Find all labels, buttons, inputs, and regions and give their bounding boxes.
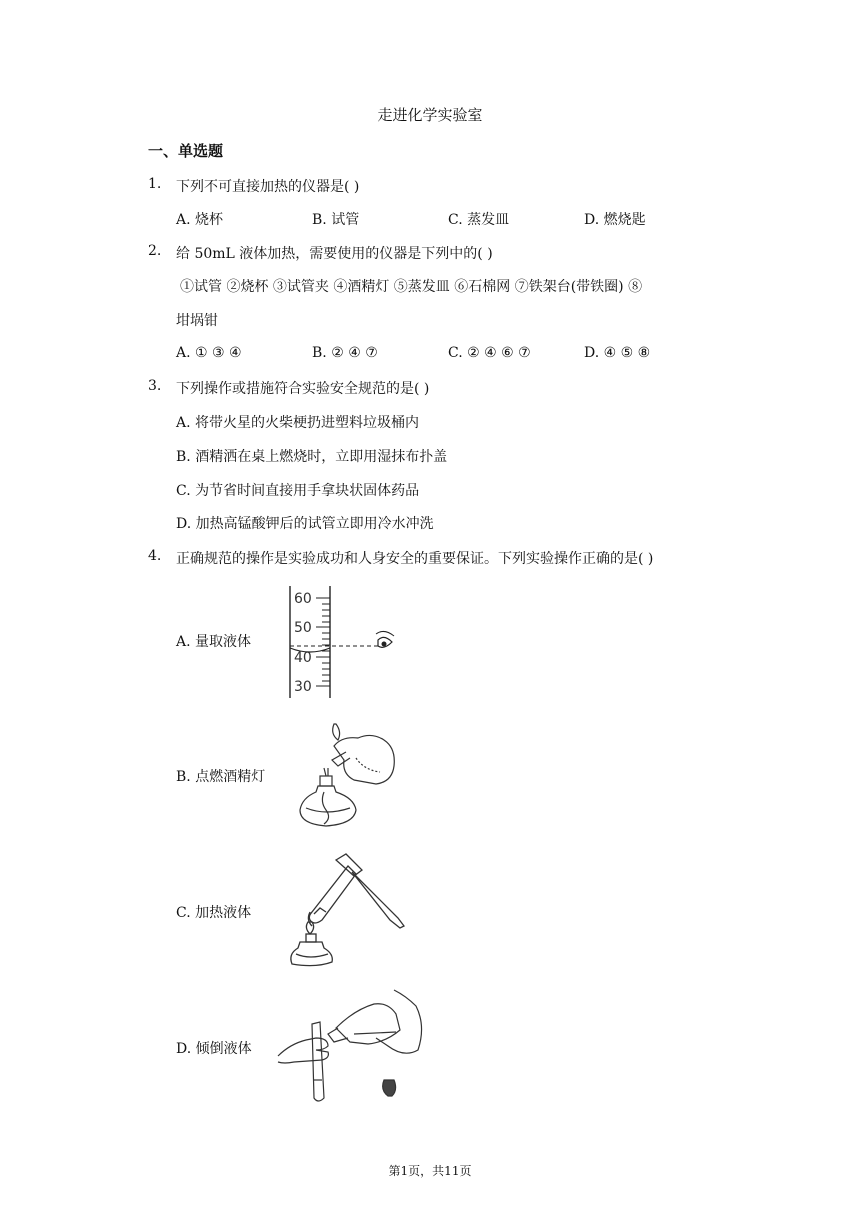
question-2-option-b: B. ② ④ ⑦ (312, 345, 378, 361)
question-4-option-d: D. 倾倒液体 (176, 1041, 252, 1057)
question-2-option-c: C. ② ④ ⑥ ⑦ (448, 345, 531, 361)
question-3-option-a: A. 将带火星的火柴梗扔进塑料垃圾桶内 (176, 415, 420, 431)
eye-icon (376, 631, 394, 647)
heating-liquid-figure (286, 850, 410, 970)
cylinder-tick-label: 30 (294, 679, 312, 695)
question-3-option-c: C. 为节省时间直接用手拿块状固体药品 (176, 483, 420, 499)
measuring-cylinder-figure (280, 582, 410, 700)
question-4-option-a: A. 量取液体 (176, 634, 252, 650)
cylinder-tick-label: 60 (294, 591, 312, 607)
question-1-option-d: D. 燃烧匙 (584, 212, 646, 228)
question-2-items-line1: ①试管 ②烧杯 ③试管夹 ④酒精灯 ⑤蒸发皿 ⑥石棉网 ⑦铁架台(带铁圈) ⑧ (180, 279, 643, 295)
question-1-text: 下列不可直接加热的仪器是( ) (176, 179, 360, 195)
page-footer: 第1页，共11页 (388, 1164, 472, 1178)
question-3-number: 3. (148, 378, 162, 394)
section-heading: 一、单选题 (148, 142, 224, 160)
question-2-number: 2. (148, 243, 162, 259)
question-2-items-line2: 坩埚钳 (176, 313, 218, 329)
question-4-option-c: C. 加热液体 (176, 905, 252, 921)
question-4-number: 4. (148, 548, 162, 564)
question-3-option-d: D. 加热高锰酸钾后的试管立即用冷水冲洗 (176, 516, 434, 532)
question-4-option-b: B. 点燃酒精灯 (176, 769, 266, 785)
question-1-number: 1. (148, 176, 162, 192)
question-4-text: 正确规范的操作是实验成功和人身安全的重要保证。下列实验操作正确的是( ) (176, 551, 654, 567)
pouring-liquid-figure (276, 986, 436, 1104)
question-1-option-b: B. 试管 (312, 212, 360, 228)
question-2-option-a: A. ① ③ ④ (176, 345, 242, 361)
alcohol-lamp-lighting-figure (298, 718, 410, 830)
cylinder-tick-label: 40 (294, 650, 312, 666)
question-2-option-d: D. ④ ⑤ ⑧ (584, 345, 651, 361)
question-1-option-a: A. 烧杯 (176, 212, 224, 228)
page-title: 走进化学实验室 (377, 106, 483, 124)
question-3-option-b: B. 酒精洒在桌上燃烧时，立即用湿抹布扑盖 (176, 449, 448, 465)
cylinder-tick-label: 50 (294, 620, 312, 636)
question-1-option-c: C. 蒸发皿 (448, 212, 510, 228)
question-3-text: 下列操作或措施符合实验安全规范的是( ) (176, 381, 430, 397)
question-2-text: 给 50mL 液体加热，需要使用的仪器是下列中的( ) (176, 246, 493, 262)
